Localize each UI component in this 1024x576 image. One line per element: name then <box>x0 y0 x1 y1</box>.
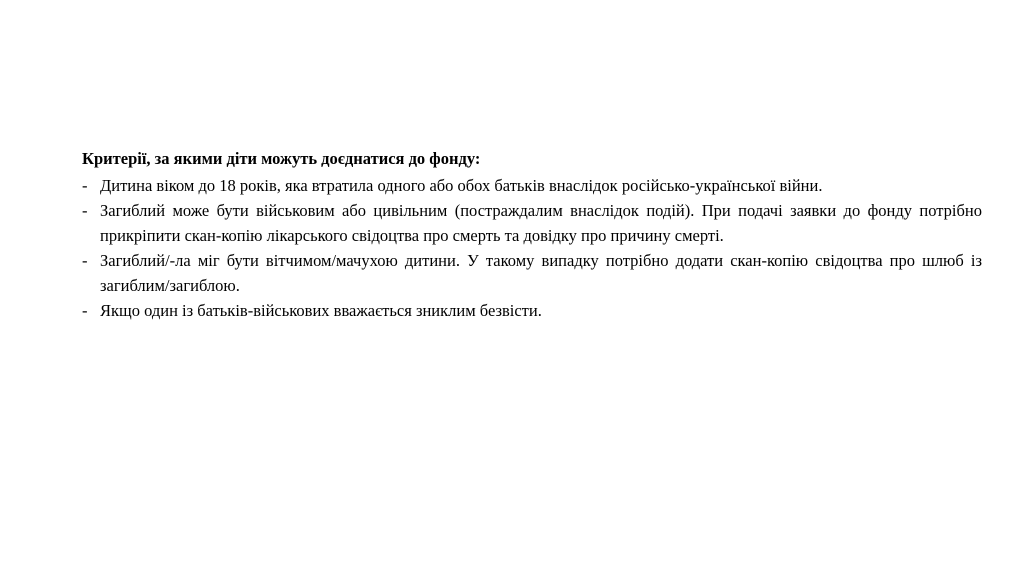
list-item-text: Дитина віком до 18 років, яка втратила одного або обох батьків внаслідок російсько-української війни. <box>100 176 823 195</box>
list-item-text: Якщо один із батьків-військових вважається зниклим безвісти. <box>100 301 542 320</box>
list-item <box>82 173 982 198</box>
criteria-list <box>82 173 982 323</box>
list-item-text: Загиблий/-ла міг бути вітчимом/мачухою дитини. У такому випадку потрібно додати скан-копію свідоцтва про шлюб із загиблим/загиблою. <box>100 251 982 295</box>
criteria-heading: Критерії, за якими діти можуть доєднатися до фонду: <box>82 149 481 168</box>
bullet-dash: - <box>82 201 88 220</box>
list-item <box>82 198 982 248</box>
bullet-dash: - <box>82 176 88 195</box>
criteria-section <box>82 146 982 323</box>
bullet-dash: - <box>82 301 88 320</box>
list-item <box>82 248 982 298</box>
bullet-dash: - <box>82 251 88 270</box>
list-item <box>82 298 982 323</box>
list-item-text: Загиблий може бути військовим або цивільним (постраждалим внаслідок подій). При подачі заявки до фонду потрібно прикріпити скан-копію лікарського свідоцтва про смерть та довідку про причину смерті. <box>100 201 982 245</box>
